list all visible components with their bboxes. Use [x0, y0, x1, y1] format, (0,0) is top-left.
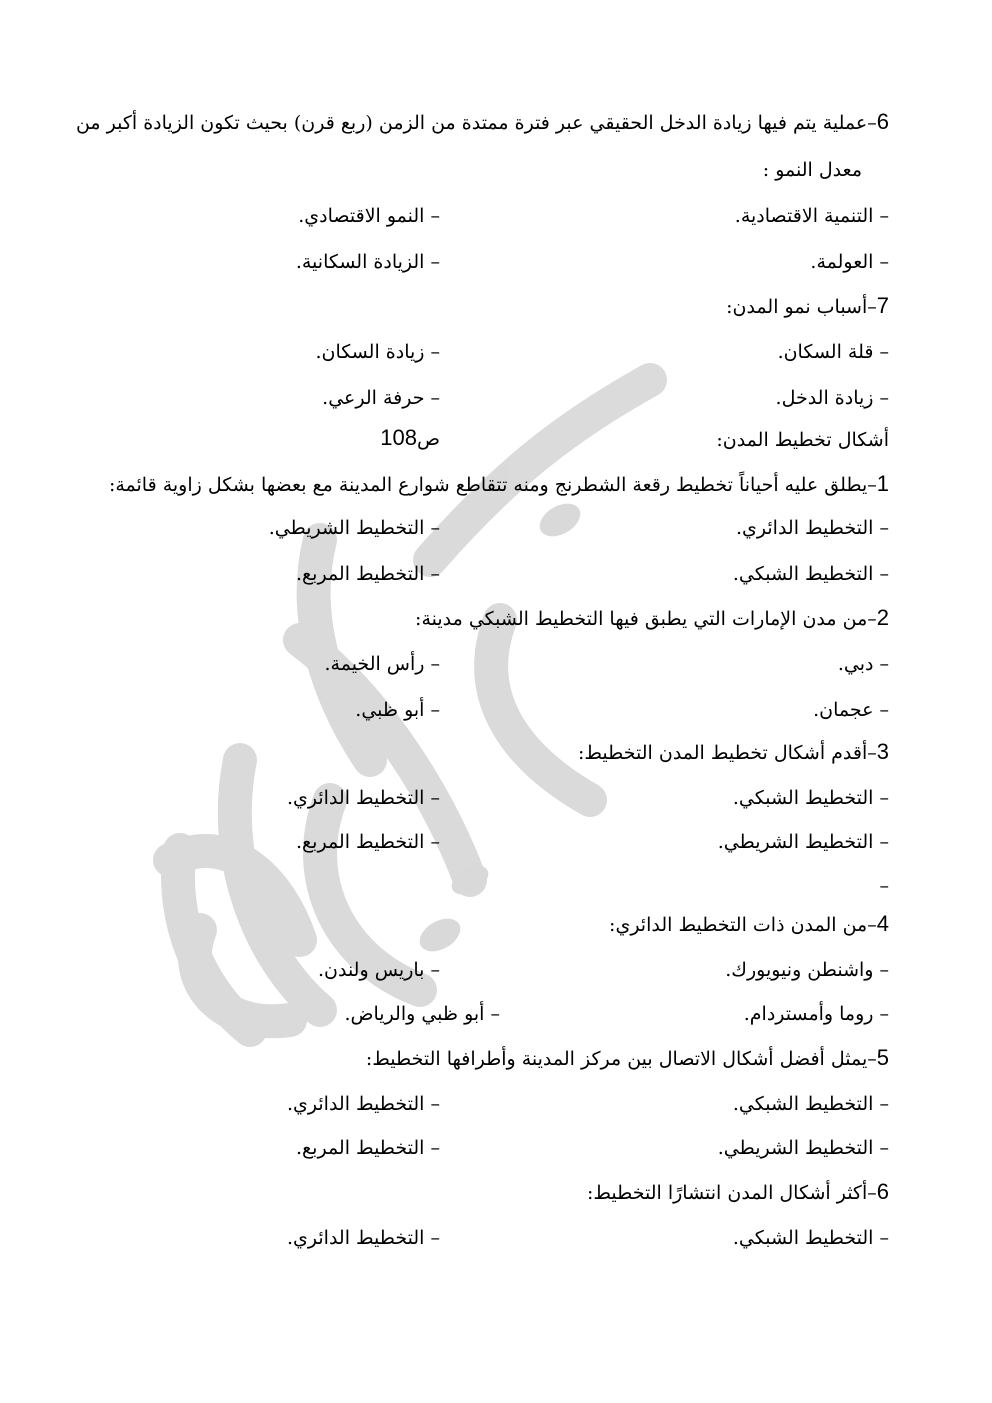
option: – عجمان.	[813, 699, 889, 721]
question-text: –يمثل أفضل أشكال الاتصال بين مركز المدينة وأطرافها التخطيط:	[365, 1048, 877, 1070]
question-text: –من المدن ذات التخطيط الدائري:	[609, 914, 877, 936]
option: – حرفة الرعي.	[322, 387, 440, 409]
question-text: –من مدن الإمارات التي يطبق فيها التخطيط الشبكي مدينة:	[415, 608, 877, 630]
option: – التخطيط الشبكي.	[732, 1227, 889, 1249]
option: – دبي.	[837, 653, 889, 675]
option: – أبو ظبي.	[355, 699, 440, 721]
option: – التخطيط الدائري.	[286, 1093, 440, 1115]
question-line	[99, 292, 889, 321]
question-line	[99, 738, 889, 767]
empty-option-dash: –	[879, 875, 889, 897]
option: – التخطيط الدائري.	[286, 787, 440, 809]
option: – النمو الاقتصادي.	[298, 205, 440, 227]
option: – التخطيط الشريطي.	[717, 831, 889, 853]
question-line	[99, 1044, 889, 1073]
question-line	[99, 1178, 889, 1207]
question-line	[75, 108, 889, 137]
page-reference	[110, 424, 440, 453]
page-ref-number: 108	[380, 425, 418, 450]
option: – زيادة الدخل.	[775, 387, 889, 409]
question-number: 3	[876, 739, 889, 764]
option: – العولمة.	[810, 251, 889, 273]
option: – التخطيط الشريطي.	[717, 1137, 889, 1159]
option: – التخطيط الشبكي.	[732, 563, 889, 585]
question-number: 1	[876, 471, 889, 496]
question-number: 5	[876, 1045, 889, 1070]
page-ref-prefix: ص	[417, 428, 440, 450]
option: – التخطيط الدائري.	[735, 517, 889, 539]
question-text: –أكثر أشكال المدن انتشارًا التخطيط:	[586, 1182, 877, 1204]
question-text: –عملية يتم فيها زيادة الدخل الحقيقي عبر فترة ممتدة من الزمن (ربع قرن) بحيث تكون الزيادة أكبر من	[75, 112, 877, 134]
option: – أبو ظبي والرياض.	[344, 1003, 500, 1025]
question-line	[99, 470, 889, 499]
option: – التنمية الاقتصادية.	[734, 205, 889, 227]
question-continuation: معدل النمو :	[762, 159, 862, 181]
option: – التخطيط الشبكي.	[732, 1093, 889, 1115]
option: – التخطيط الشريطي.	[268, 517, 440, 539]
question-number: 2	[876, 605, 889, 630]
option: – التخطيط الدائري.	[286, 1227, 440, 1249]
question-text: –يطلق عليه أحياناً تخطيط رقعة الشطرنج ومنه تتقاطع شوارع المدينة مع بعضها بشكل زاوية قائمة:	[108, 474, 877, 496]
question-number: 6	[876, 109, 889, 134]
question-number: 7	[876, 293, 889, 318]
option: – باريس ولندن.	[317, 959, 440, 981]
question-number: 6	[876, 1179, 889, 1204]
option: – التخطيط المربع.	[296, 563, 440, 585]
option: – قلة السكان.	[777, 341, 889, 363]
option: – رأس الخيمة.	[324, 653, 440, 675]
question-number: 4	[876, 911, 889, 936]
option: – روما وأمستردام.	[743, 1003, 889, 1025]
question-line	[99, 910, 889, 939]
question-line	[99, 604, 889, 633]
question-text: –أسباب نمو المدن:	[726, 296, 877, 318]
option: – التخطيط المربع.	[296, 831, 440, 853]
question-text: –أقدم أشكال تخطيط المدن التخطيط:	[578, 742, 877, 764]
option: – التخطيط الشبكي.	[732, 787, 889, 809]
option: – زيادة السكان.	[315, 341, 440, 363]
section-title: أشكال تخطيط المدن:	[716, 429, 889, 451]
option: – واشنطن ونيويورك.	[725, 959, 889, 981]
option: – الزيادة السكانية.	[295, 251, 440, 273]
option: – التخطيط المربع.	[296, 1137, 440, 1159]
